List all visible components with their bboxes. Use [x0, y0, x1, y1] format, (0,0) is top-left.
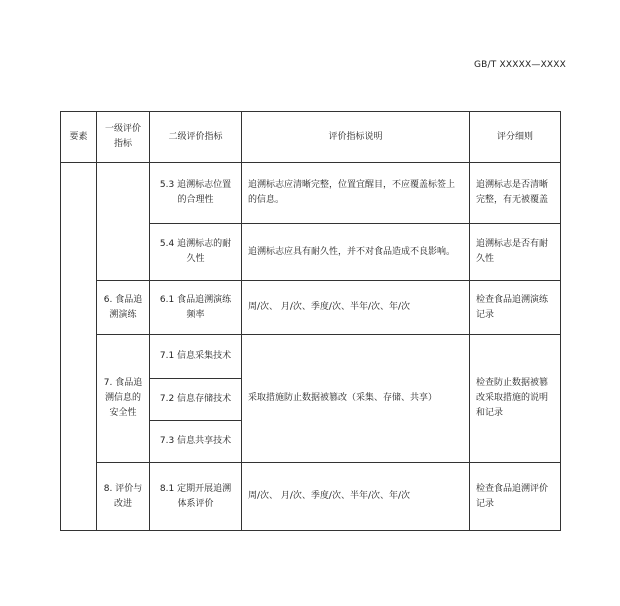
scoring-cell: 检查防止数据被篡改采取措施的说明和记录 — [470, 335, 561, 463]
document-code: GB/T XXXXX—XXXX — [474, 60, 567, 70]
header-description: 评价指标说明 — [242, 112, 470, 163]
table-row — [61, 335, 561, 379]
table-row — [61, 281, 561, 335]
level2-cell: 5.4 追溯标志的耐久性 — [150, 224, 242, 281]
level1-cell — [97, 163, 150, 281]
level1-cell: 8. 评价与改进 — [97, 463, 150, 531]
description-cell: 追溯标志应具有耐久性，并不对食品造成不良影响。 — [242, 224, 470, 281]
level1-cell: 6. 食品追溯演练 — [97, 281, 150, 335]
header-level1: 一级评价指标 — [97, 112, 150, 163]
description-cell: 周/次、 月/次、季度/次、半年/次、年/次 — [242, 463, 470, 531]
table-row — [61, 463, 561, 531]
table-row — [61, 163, 561, 224]
description-cell: 追溯标志应清晰完整，位置宜醒目，不应覆盖标签上的信息。 — [242, 163, 470, 224]
description-cell: 采取措施防止数据被篡改（采集、存储、共享） — [242, 335, 470, 463]
scoring-cell: 检查食品追溯演练记录 — [470, 281, 561, 335]
scoring-cell: 检查食品追溯评价记录 — [470, 463, 561, 531]
scoring-cell: 追溯标志是否有耐久性 — [470, 224, 561, 281]
level2-cell: 5.3 追溯标志位置的合理性 — [150, 163, 242, 224]
description-cell: 周/次、 月/次、季度/次、半年/次、年/次 — [242, 281, 470, 335]
element-cell — [61, 163, 97, 531]
evaluation-table — [60, 111, 561, 531]
level2-cell: 7.1 信息采集技术 — [150, 335, 242, 379]
level1-cell: 7. 食品追溯信息的安全性 — [97, 335, 150, 463]
level2-cell: 7.3 信息共享技术 — [150, 421, 242, 463]
table-header-row — [61, 112, 561, 163]
header-scoring: 评分细则 — [470, 112, 561, 163]
scoring-cell: 追溯标志是否清晰完整，有无被覆盖 — [470, 163, 561, 224]
level2-cell: 6.1 食品追溯演练频率 — [150, 281, 242, 335]
header-level2: 二级评价指标 — [150, 112, 242, 163]
level2-cell: 7.2 信息存储技术 — [150, 379, 242, 421]
level2-cell: 8.1 定期开展追溯体系评价 — [150, 463, 242, 531]
header-element: 要素 — [61, 112, 97, 163]
